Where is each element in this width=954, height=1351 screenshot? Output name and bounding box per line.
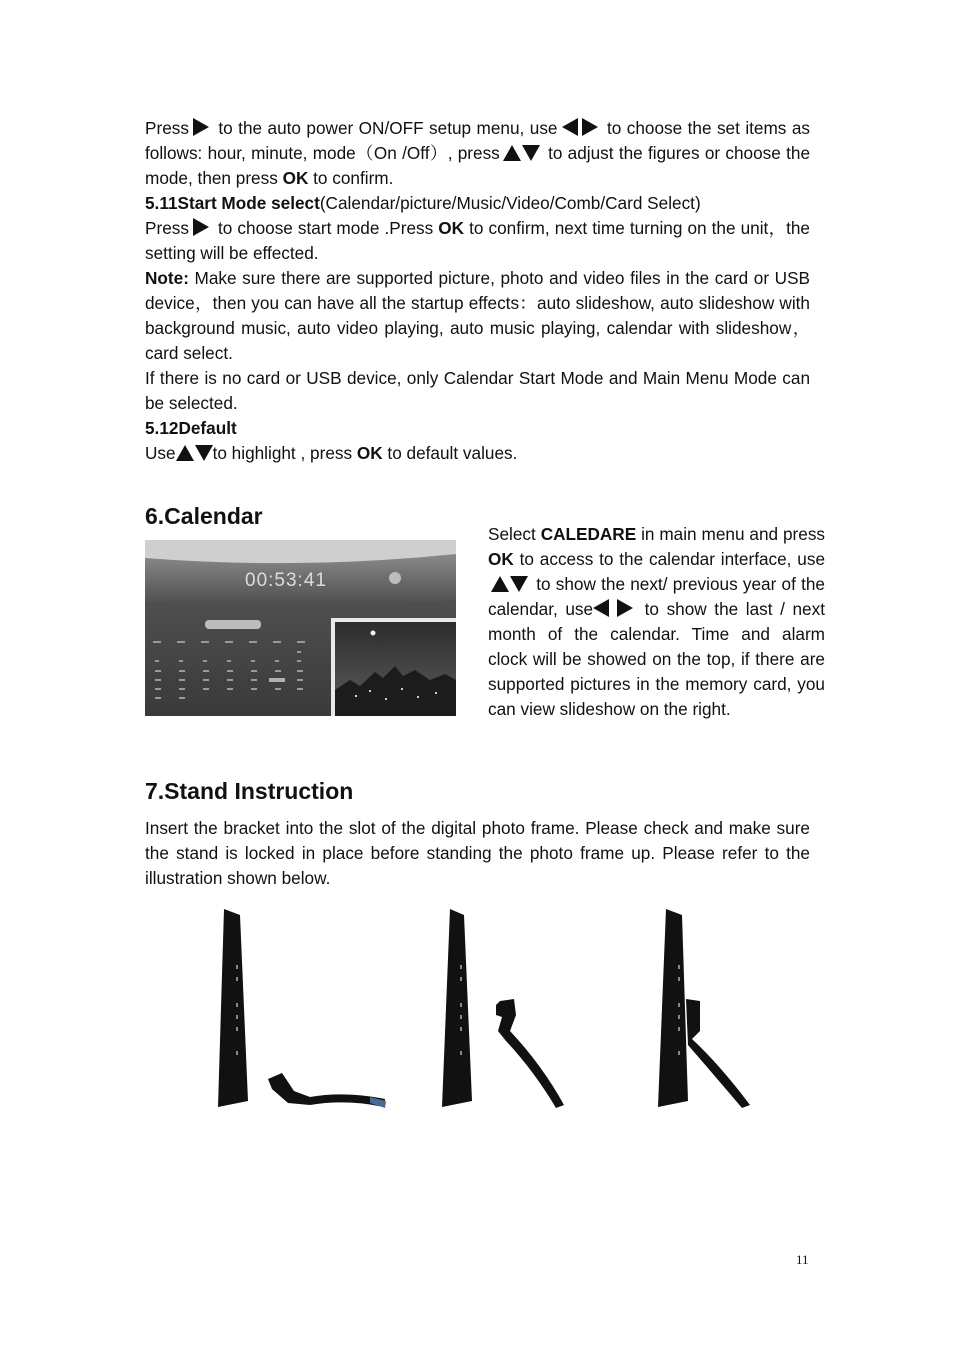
frame-stand-inserting [442, 909, 564, 1108]
text: in main menu and press [641, 524, 826, 544]
moon-icon [371, 631, 376, 636]
note-paragraph [145, 266, 810, 366]
start-mode-section [145, 191, 810, 266]
text: to access to the calendar interface, use [519, 549, 826, 569]
stand-heading: 7.Stand Instruction [145, 778, 354, 804]
section-heading: 5.11Start Mode select [145, 193, 320, 213]
text: to the auto power ON/OFF setup menu, use [218, 118, 558, 138]
left-arrow-icon [562, 118, 578, 136]
text: to choose start mode .Press [218, 218, 434, 238]
down-arrow-icon [510, 576, 528, 592]
calendar-screenshot [145, 540, 456, 716]
text: to show the last / next month of the calendar. Time and alarm clock will be showed on the top, if there are supported pictures in the memory card, you can view slideshow on the right. [488, 599, 825, 719]
text: to show the next/ previous year of the calendar, use [488, 574, 825, 619]
text: Press [145, 218, 189, 238]
text: to default values. [387, 443, 518, 463]
no-card-paragraph [145, 366, 810, 416]
frame-stand-attached [658, 909, 750, 1108]
default-section [145, 416, 810, 466]
ok-key-label: OK [356, 443, 383, 463]
stand-paragraph [145, 816, 810, 891]
down-arrow-icon [522, 145, 540, 161]
text: Press [145, 118, 189, 138]
month-pill [205, 620, 261, 629]
calendar-heading: 6.Calendar [145, 503, 263, 529]
up-arrow-icon [503, 145, 521, 161]
text: Select [488, 524, 536, 544]
section-heading: 5.12Default [145, 418, 237, 438]
right-arrow-icon [193, 218, 209, 236]
start-mode-options: (Calendar/picture/Music/Video/Comb/Card Select) [319, 193, 701, 213]
caledare-label: CALEDARE [540, 524, 637, 544]
note-text: Make sure there are supported picture, photo and video files in the card or USB device，then you can have all the startup effects：auto slideshow, auto slideshow with background music, auto video playing, auto music playing, calendar with slideshow，card select. [145, 268, 810, 363]
text: to adjust the figures or choose the mode, then press [145, 143, 810, 188]
alarm-icon [389, 572, 401, 584]
text: Insert the bracket into the slot of the digital photo frame. Please check and make sure the stand is locked in place before standing the photo frame up. Please refer to the illustration shown below. [145, 818, 810, 888]
text: to highlight , press [212, 443, 353, 463]
auto-power-paragraph [145, 116, 810, 191]
screen-clock: 00:53:41 [245, 570, 327, 591]
page-number: 11 [796, 1252, 809, 1267]
frame-stand-detached [218, 909, 386, 1108]
text: to confirm. [313, 168, 394, 188]
ok-key-label: OK [438, 218, 465, 238]
text: Use [145, 443, 176, 463]
up-arrow-icon [176, 445, 194, 461]
right-arrow-icon [582, 118, 598, 136]
note-label: Note: [145, 268, 189, 288]
down-arrow-icon [195, 445, 213, 461]
ok-key-label: OK [488, 549, 514, 569]
calendar-description [488, 522, 825, 722]
up-arrow-icon [491, 576, 509, 592]
stand-illustration [210, 905, 760, 1115]
text: to choose the set items as follows: hour, minute, mode（On /Off）, press [145, 118, 810, 163]
ok-key-label: OK [282, 168, 309, 188]
left-arrow-icon [593, 599, 609, 617]
text: to confirm, next time turning on the unit，the setting will be effected. [145, 218, 810, 263]
text: If there is no card or USB device, only Calendar Start Mode and Main Menu Mode can be selected. [145, 368, 810, 413]
right-arrow-icon [193, 118, 209, 136]
right-arrow-icon [617, 599, 633, 617]
